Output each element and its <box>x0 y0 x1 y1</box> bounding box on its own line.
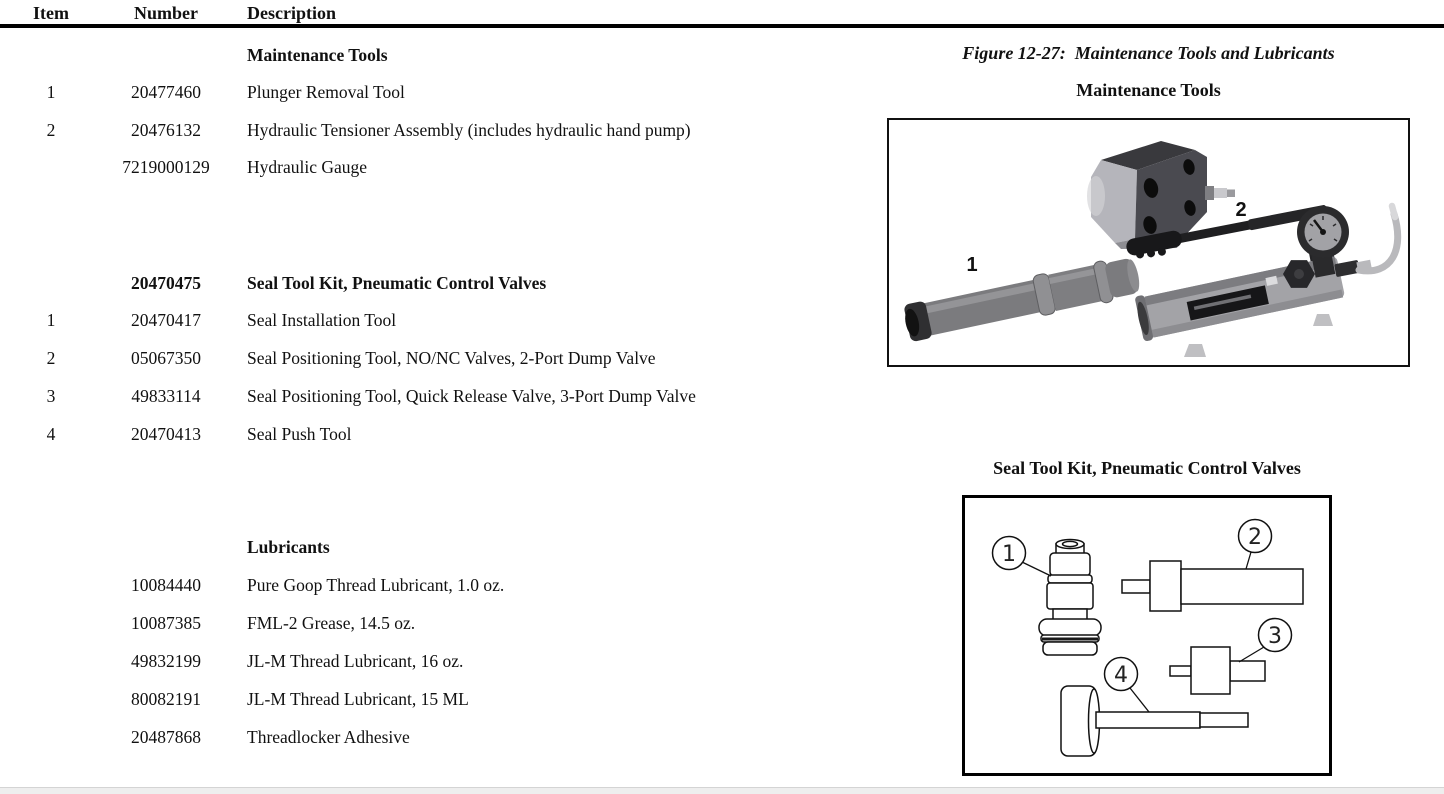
figure-caption: Figure 12-27: Maintenance Tools and Lubricants <box>962 43 1335 63</box>
number-cell: 20470413 <box>131 424 201 444</box>
table-row <box>0 120 880 144</box>
seal-tool-kit-drawing-svg <box>965 498 1329 773</box>
number-cell: 05067350 <box>131 348 201 368</box>
maintenance-tools-photo-svg <box>889 120 1408 365</box>
number-cell: 20470475 <box>131 273 201 293</box>
item-cell: 4 <box>46 424 56 444</box>
section-title: Lubricants <box>247 537 330 557</box>
number-cell: 20487868 <box>131 727 201 747</box>
callout-1 <box>993 537 1026 570</box>
item-cell: 1 <box>46 82 56 102</box>
table-row <box>0 424 880 448</box>
number-cell: 20477460 <box>131 82 201 102</box>
section-title: Seal Tool Kit, Pneumatic Control Valves <box>247 273 547 293</box>
description-cell: Plunger Removal Tool <box>247 82 405 102</box>
callout-4 <box>1105 658 1138 691</box>
description-cell: Seal Push Tool <box>247 424 352 444</box>
number-cell: 7219000129 <box>122 157 210 177</box>
svg-text:4: 4 <box>1114 663 1128 688</box>
seal-installation-tool-illustration <box>1039 540 1101 656</box>
column-header-number: Number <box>134 3 198 23</box>
leader-line-1 <box>1022 562 1051 576</box>
grease-fitting-illustration <box>1205 186 1235 200</box>
page-bottom-strip <box>0 787 1444 794</box>
number-cell: 10084440 <box>131 575 201 595</box>
description-cell: FML-2 Grease, 14.5 oz. <box>247 613 416 633</box>
description-cell: Seal Installation Tool <box>247 310 397 330</box>
table-row <box>0 386 880 410</box>
table-row <box>0 651 880 675</box>
number-cell: 20470417 <box>131 310 201 330</box>
svg-text:2: 2 <box>1248 525 1262 550</box>
item-cell: 2 <box>46 120 56 140</box>
number-cell: 20476132 <box>131 120 201 140</box>
table-row <box>0 727 880 751</box>
leader-line-2 <box>1246 552 1251 569</box>
table-row <box>0 82 880 106</box>
drawing-title: Seal Tool Kit, Pneumatic Control Valves <box>993 458 1301 478</box>
photo-label-2: 2 <box>1235 199 1247 221</box>
description-cell: Seal Positioning Tool, NO/NC Valves, 2-Port Dump Valve <box>247 348 656 368</box>
callout-2 <box>1239 520 1272 553</box>
column-header-item: Item <box>33 3 69 23</box>
plunger-removal-tool-illustration <box>901 254 1142 344</box>
seal-positioning-tool-qr-illustration <box>1170 647 1265 694</box>
table-row <box>0 537 880 561</box>
table-row <box>0 157 880 181</box>
svg-text:1: 1 <box>1002 542 1016 567</box>
description-cell: Threadlocker Adhesive <box>247 727 410 747</box>
leader-line-3 <box>1239 647 1264 662</box>
description-cell: JL-M Thread Lubricant, 15 ML <box>247 689 469 709</box>
seal-push-tool-illustration <box>1061 686 1248 756</box>
number-cell: 49832199 <box>131 651 201 671</box>
item-cell: 3 <box>46 386 56 406</box>
seal-tool-kit-drawing <box>962 495 1332 776</box>
section-title: Maintenance Tools <box>247 45 388 65</box>
description-cell: JL-M Thread Lubricant, 16 oz. <box>247 651 464 671</box>
item-cell: 1 <box>46 310 56 330</box>
number-cell: 49833114 <box>131 386 201 406</box>
leader-line-4 <box>1130 688 1149 712</box>
photo-title: Maintenance Tools <box>1076 80 1221 100</box>
pressure-gauge-illustration <box>1297 206 1349 258</box>
table-row <box>0 45 880 69</box>
description-cell: Seal Positioning Tool, Quick Release Valve, 3-Port Dump Valve <box>247 386 696 406</box>
callout-3 <box>1259 619 1292 652</box>
item-cell: 2 <box>46 348 56 368</box>
svg-text:3: 3 <box>1268 624 1282 649</box>
table-row <box>0 348 880 372</box>
column-header-description: Description <box>247 3 336 23</box>
table-row <box>0 273 880 297</box>
description-cell: Pure Goop Thread Lubricant, 1.0 oz. <box>247 575 505 595</box>
table-row <box>0 575 880 599</box>
seal-positioning-tool-nonc-illustration <box>1122 561 1303 611</box>
photo-label-1: 1 <box>966 254 978 276</box>
table-row <box>0 689 880 713</box>
table-row <box>0 613 880 637</box>
number-cell: 10087385 <box>131 613 201 633</box>
number-cell: 80082191 <box>131 689 201 709</box>
description-cell: Hydraulic Gauge <box>247 157 368 177</box>
table-row <box>0 310 880 334</box>
description-cell: Hydraulic Tensioner Assembly (includes hydraulic hand pump) <box>247 120 691 140</box>
maintenance-tools-photo <box>887 118 1410 367</box>
header-rule <box>0 24 1444 28</box>
